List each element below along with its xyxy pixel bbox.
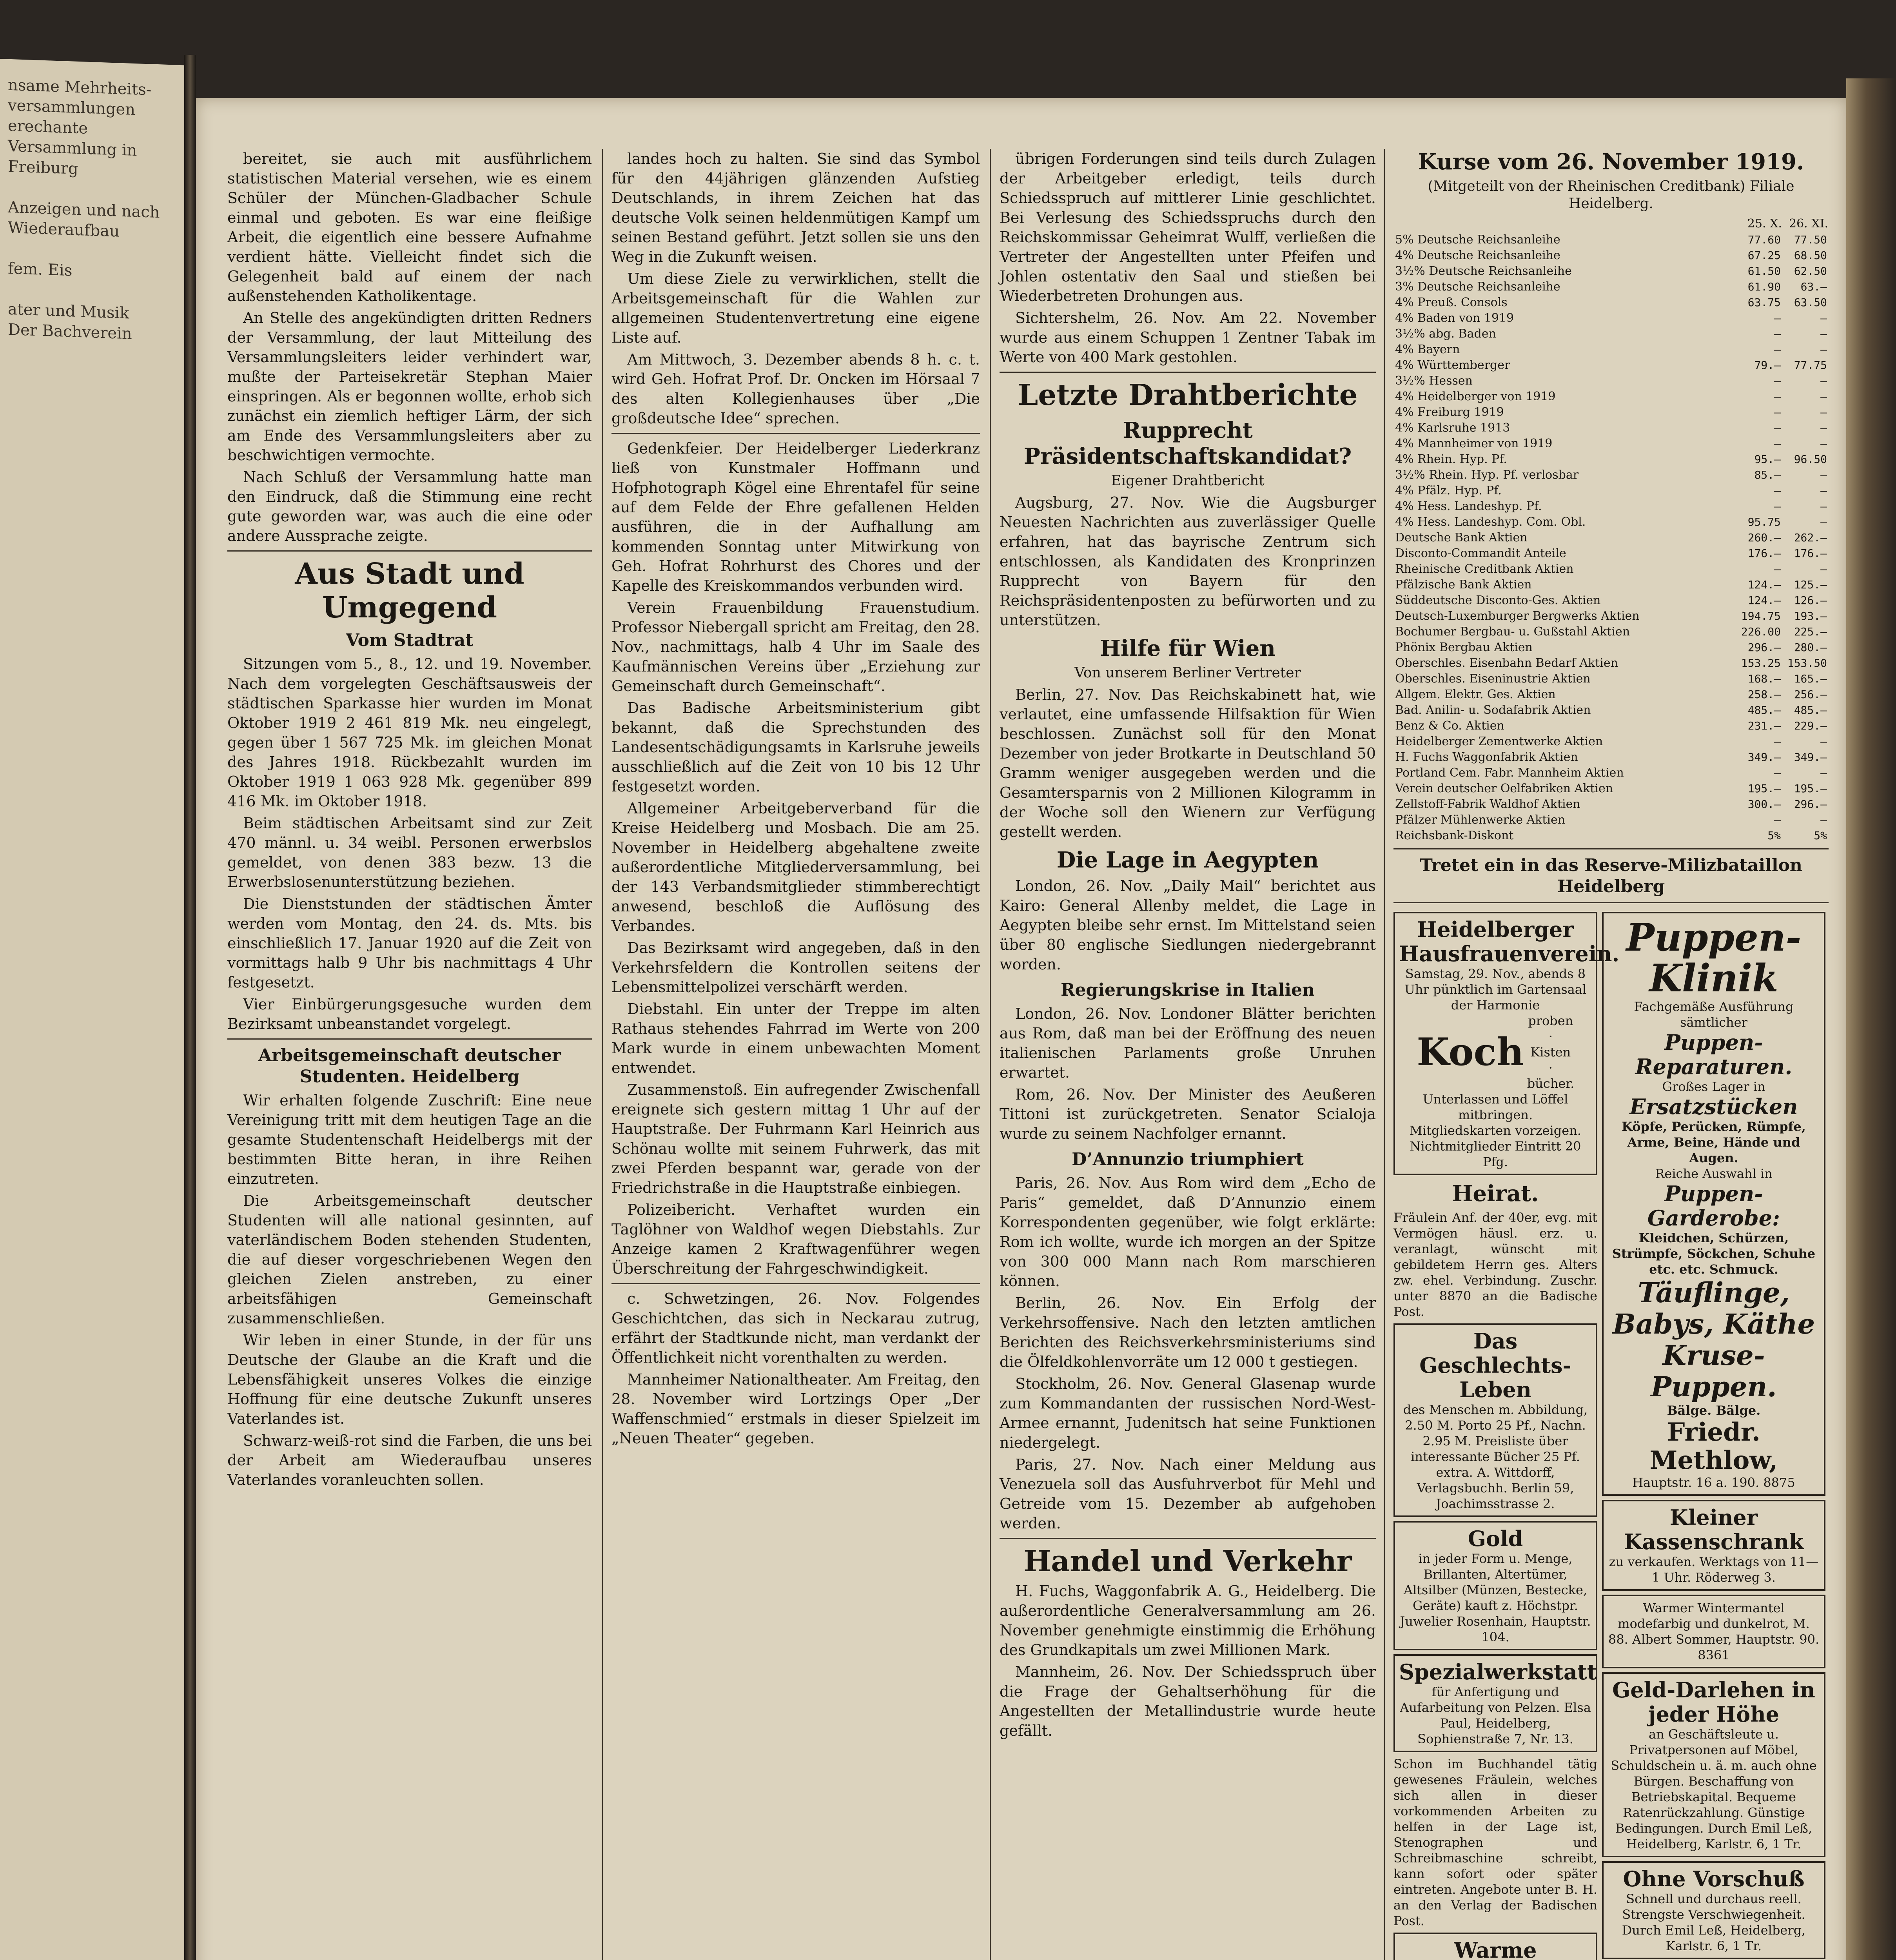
paragraph: H. Fuchs, Waggonfabrik A. G., Heidelberg. Die außerordentliche Generalversammlung am 26. November genehmigte einstimmig die Erhöhung des Grundkapitals um zwei Millionen Mark. bbox=[1000, 1583, 1376, 1659]
ad-wolldecken bbox=[1393, 1933, 1597, 1960]
ad-text: Köpfe, Perücken, Rümpfe, Arme, Beine, Hände und Augen. bbox=[1622, 1119, 1806, 1165]
ad-text: für Anfertigung und Aufarbeitung von Pelzen. Elsa Paul, Heidelberg, Sophienstraße 7, Nr. 13. bbox=[1400, 1684, 1591, 1746]
kurse-row bbox=[1393, 279, 1829, 295]
ad-text: zu verkaufen. Werktags von 11—1 Uhr. Röderweg 3. bbox=[1609, 1554, 1819, 1585]
price-current: — bbox=[1820, 735, 1827, 748]
price-prev: — bbox=[1774, 327, 1781, 340]
price-current: 193.— bbox=[1794, 610, 1827, 622]
price-prev: 85.— bbox=[1754, 468, 1781, 481]
column-4 bbox=[1393, 149, 1829, 1960]
paragraph: bereitet, sie auch mit ausführlichem statistischen Material versehen, wie es einem Schüler der München-Gladbacher Schule einmal und geboten. Es war eine fleißige Arbeit, die eigentlich eine bessere Aufnahme verdient hätte. Vielleicht findet sich die Gelegenheit bald auf einem der nach außenstehenden Katholikentage. bbox=[227, 150, 592, 305]
ad-puppenklinik bbox=[1602, 912, 1825, 1496]
paragraph: Mannheim, 26. Nov. Der Schiedsspruch über die Frage der Gehaltserhöhung für die Angestellten der Metallindustrie wurde heute gefällt. bbox=[1000, 1663, 1376, 1739]
ad-text: Fräulein Anf. der 40er, evg. mit Vermögen häusl. erz. u. veranlagt, wünscht mit gebildetem Herrn ges. Alters zw. ehel. Verbindung. Zuschr. unter 8870 an die Badische Post. bbox=[1393, 1210, 1597, 1319]
article-heading: Rupprecht Präsidentschaftskandidat? bbox=[1023, 417, 1352, 469]
kurse-row bbox=[1393, 342, 1829, 358]
section-heading: Handel und Verkehr bbox=[1023, 1544, 1352, 1578]
paragraph: Rom, 26. Nov. Der Minister des Aeußeren Tittoni ist zurückgetreten. Senator Scialoja wurde zu seinem Nachfolger ernannt. bbox=[1000, 1086, 1376, 1142]
security-name: 4% Freiburg 1919 bbox=[1395, 405, 1504, 419]
price-current: 5% bbox=[1814, 829, 1827, 842]
previous-page-text: nsame Mehrheits- versammlungen erechante Versammlung in Freiburg Anzeigen und nach Wiederaufbau fem. Eis ater und Musik Der Bachverein bbox=[8, 76, 160, 343]
kurse-row bbox=[1393, 263, 1829, 279]
paragraph: Sichtershelm, 26. Nov. Am 22. November wurde aus einem Schuppen 1 Zentner Tabak im Werte von 400 Mark gestohlen. bbox=[1000, 309, 1376, 366]
paragraph: London, 26. Nov. Londoner Blätter berichten aus Rom, daß man bei der Eröffnung des neuen italienischen Parlaments große Unruhen erwartet. bbox=[1000, 1005, 1376, 1081]
kurse-row bbox=[1393, 326, 1829, 342]
ads-right bbox=[1602, 908, 1825, 1960]
kurse-row bbox=[1393, 389, 1829, 405]
kurse-row bbox=[1393, 358, 1829, 373]
kurse-row bbox=[1393, 734, 1829, 750]
price-prev: — bbox=[1774, 484, 1781, 497]
ad-spezialwerkstatt bbox=[1393, 1654, 1597, 1752]
price-prev: 124.— bbox=[1747, 594, 1781, 607]
ad-text: des Menschen m. Abbildung, 2.50 M. Porto 25 Pf., Nachn. 2.95 M. Preisliste über interessante Bücher 25 Pf. extra. A. Wittdorff, Verlagsbuchh. Berlin 59, Joachimsstrasse 2. bbox=[1403, 1402, 1588, 1511]
security-name: 4% Württemberger bbox=[1395, 358, 1510, 372]
kurse-row bbox=[1393, 546, 1829, 561]
price-prev: 226.00 bbox=[1741, 625, 1781, 638]
section-heading: Letzte Drahtberichte bbox=[1018, 378, 1358, 412]
paragraph: übrigen Forderungen sind teils durch Zulagen der Arbeitgeber erledigt, teils durch Schiedsspruch auf mittlerer Linie geschlichtet. Bei Verlesung des Schiedsspruchs durch den Reichskommissar Geheimrat Wulff, verließen die Vertreter der Angestellten unter Pfeifen und Johlen ostentativ den Saal und stießen bei Wiederbetreten Drohungen aus. bbox=[1000, 150, 1376, 305]
price-current: — bbox=[1820, 312, 1827, 325]
ad-text: Puppen-Garderobe: bbox=[1647, 1181, 1780, 1230]
kurse-row bbox=[1393, 781, 1829, 797]
security-name: 4% Karlsruhe 1913 bbox=[1395, 421, 1510, 435]
security-name: 4% Preuß. Consols bbox=[1395, 296, 1508, 309]
security-name: Pfälzer Mühlenwerke Aktien bbox=[1395, 813, 1566, 827]
security-name: Bochumer Bergbau- u. Gußstahl Aktien bbox=[1395, 625, 1630, 639]
kurse-row bbox=[1393, 765, 1829, 781]
divider bbox=[227, 1038, 592, 1040]
price-current: 165.— bbox=[1794, 672, 1827, 685]
article-heading: Hilfe für Wien bbox=[1100, 635, 1275, 661]
kurse-col-header: 26. XI. bbox=[1789, 217, 1828, 230]
kurse-row bbox=[1393, 467, 1829, 483]
ad-geschlechtsleben bbox=[1393, 1323, 1597, 1517]
price-current: 62.50 bbox=[1794, 265, 1827, 278]
security-name: 4% Baden von 1919 bbox=[1395, 311, 1514, 325]
security-name: 4% Mannheimer von 1919 bbox=[1395, 437, 1553, 450]
column-2 bbox=[611, 149, 980, 1450]
ad-text: Großes Lager in bbox=[1662, 1079, 1765, 1094]
security-name: Süddeutsche Disconto-Ges. Aktien bbox=[1395, 593, 1601, 607]
price-current: 296.— bbox=[1794, 798, 1827, 811]
price-prev: — bbox=[1774, 343, 1781, 356]
paragraph: Die Arbeitsgemeinschaft deutscher Studenten will alle national gesinnten, auf vaterländischem Boden stehenden Studenten, die auf dieser vorgeschriebenen Wegen den gleichen Zielen anstreben, zu einer arbeitsfähigen Gemeinschaft zusammenschließen. bbox=[227, 1192, 592, 1327]
price-prev: 124.— bbox=[1747, 578, 1781, 591]
paragraph: London, 26. Nov. „Daily Mail“ berichtet aus Kairo: General Allenby meldet, die Lage in Aegypten bleibe sehr ernst. Im Mittelstand seien über 80 englische Siedlungen niedergebrannt worden. bbox=[1000, 877, 1376, 973]
divider bbox=[611, 1283, 980, 1284]
security-name: Deutsche Bank Aktien bbox=[1395, 531, 1528, 544]
ad-title: Puppen-Klinik bbox=[1626, 915, 1802, 1000]
price-prev: 300.— bbox=[1747, 798, 1781, 811]
price-current: 153.50 bbox=[1787, 657, 1827, 670]
price-current: 77.75 bbox=[1794, 359, 1827, 372]
price-prev: 79.— bbox=[1754, 359, 1781, 372]
section-heading: Aus Stadt und Umgegend bbox=[295, 557, 524, 624]
security-name: 4% Pfälz. Hyp. Pf. bbox=[1395, 484, 1502, 497]
kurse-row bbox=[1393, 797, 1829, 812]
price-current: 176.— bbox=[1794, 547, 1827, 560]
security-name: Oberschles. Eisenbahn Bedarf Aktien bbox=[1395, 656, 1618, 670]
price-current: — bbox=[1820, 343, 1827, 356]
ad-text: Schon im Buchhandel tätig gewesenes Fräulein, welches sich allen in dieser vorkommenden Arbeiten zu helfen in der Lage ist, Stenographen und Schreibmaschine schreibt, kann sofort oder später eintreten. Angebote unter B. H. an den Verlag der Badischen Post. bbox=[1393, 1757, 1597, 1928]
paragraph: landes hoch zu halten. Sie sind das Symbol für den 44jährigen glänzenden Aufstieg Deutschlands, in ihrem Zeichen hat das deutsche Volk seinen heldenmütigen Kampf um seinen Bestand geführt. Jetzt sollen sie uns den Weg in die Zukunft weisen. bbox=[611, 150, 980, 265]
price-prev: 168.— bbox=[1747, 672, 1781, 685]
security-name: Allgem. Elektr. Ges. Aktien bbox=[1395, 688, 1556, 701]
paragraph: Das Bezirksamt wird angegeben, daß in den Verkehrsfeldern die Kontrollen seitens der Lebensmittelpolizei verschärft werden. bbox=[611, 939, 980, 996]
price-current: — bbox=[1820, 500, 1827, 513]
price-current: 77.50 bbox=[1794, 233, 1827, 246]
divider bbox=[1000, 1538, 1376, 1539]
security-name: 3½% Hessen bbox=[1395, 374, 1473, 388]
kurse-row bbox=[1393, 499, 1829, 514]
price-prev: — bbox=[1774, 766, 1781, 779]
security-name: 5% Deutsche Reichsanleihe bbox=[1395, 233, 1560, 247]
price-prev: 95.— bbox=[1754, 453, 1781, 466]
paragraph: Verein Frauenbildung Frauenstudium. Professor Niebergall spricht am Freitag, den 28. Nov., nachmittags, halb 4 Uhr im Saale des Kaufmännischen Vereins über „Erziehung zur Gemeinschaft durch Gemeinschaft“. bbox=[611, 599, 980, 695]
price-prev: 153.25 bbox=[1741, 657, 1781, 670]
kurse-row bbox=[1393, 452, 1829, 467]
ad-text: an Geschäftsleute u. Privatpersonen auf Möbel, Schuldschein u. ä. m. auch ohne Bürgen. Beschaffung von Betriebskapital. Bequeme Ratenrückzahlung. Günstige Bedingungen. Durch Emil Leß, Heidelberg, Karlstr. 6, 1 Tr. bbox=[1611, 1727, 1817, 1851]
paragraph: Wir leben in einer Stunde, in der für uns Deutsche der Glaube an die Kraft und die Lebensfähigkeit unseres Volkes die einzige Hoffnung für eine deutsche Zukunft unseres Vaterlandes ist. bbox=[227, 1332, 592, 1427]
paragraph: Paris, 27. Nov. Nach einer Meldung aus Venezuela soll das Ausfuhrverbot für Mehl und Getreide vom 15. Dezember ab aufgehoben werden. bbox=[1000, 1456, 1376, 1532]
price-current: — bbox=[1820, 390, 1827, 403]
kurse-row bbox=[1393, 702, 1829, 718]
divider bbox=[611, 433, 980, 434]
price-current: 485.— bbox=[1794, 704, 1827, 717]
kurse-row bbox=[1393, 530, 1829, 546]
ad-title: Warme bbox=[1454, 1938, 1537, 1960]
kurse-row bbox=[1393, 483, 1829, 499]
ad-title: Kleiner Kassenschrank bbox=[1624, 1505, 1804, 1554]
price-prev: 61.50 bbox=[1747, 265, 1781, 278]
price-current: — bbox=[1820, 813, 1827, 826]
column-rule bbox=[1384, 149, 1385, 1960]
byline: Von unserem Berliner Vertreter bbox=[1074, 665, 1301, 681]
column-1 bbox=[227, 149, 592, 1492]
price-current: — bbox=[1820, 374, 1827, 387]
paragraph: Am Mittwoch, 3. Dezember abends 8 h. c. t. wird Geh. Hofrat Prof. Dr. Oncken im Hörsaal 7 des alten Kollegienhauses über „Die großdeutsche Idee“ sprechen. bbox=[611, 351, 980, 427]
price-prev: — bbox=[1774, 406, 1781, 419]
kurse-table bbox=[1393, 216, 1829, 844]
kurse-row bbox=[1393, 593, 1829, 608]
column-rule bbox=[990, 149, 991, 1960]
ad-text: Hauptstr. 16 a. 190. 8875 bbox=[1632, 1475, 1795, 1490]
price-prev: — bbox=[1774, 500, 1781, 513]
price-prev: 231.— bbox=[1747, 719, 1781, 732]
kurse-row bbox=[1393, 248, 1829, 263]
price-current: — bbox=[1820, 484, 1827, 497]
paragraph: Zusammenstoß. Ein aufregender Zwischenfall ereignete sich gestern mittag 1 Uhr auf der Hauptstraße. Der Fuhrmann Karl Heinrich aus Schönau wollte mit seinem Fuhrwerk, das mit zwei Pferden bespannt war, gerade von der Friedrichstraße in die Hauptstraße einbiegen. bbox=[611, 1081, 980, 1196]
security-name: Heidelberger Zementwerke Aktien bbox=[1395, 735, 1603, 748]
paragraph: c. Schwetzingen, 26. Nov. Folgendes Geschichtchen, das sich in Neckarau zutrug, erfährt der Stadtkunde nicht, man verdankt der Öffentlichkeit nicht vorenthalten zu werden. bbox=[611, 1290, 980, 1366]
price-prev: 485.— bbox=[1747, 704, 1781, 717]
column-rule bbox=[602, 149, 603, 1960]
security-name: 4% Deutsche Reichsanleihe bbox=[1395, 249, 1560, 262]
kurse-subtitle: (Mitgeteilt von der Rheinischen Creditbank) Filiale Heidelberg. bbox=[1428, 178, 1794, 212]
kurse-row bbox=[1393, 232, 1829, 248]
price-prev: 176.— bbox=[1747, 547, 1781, 560]
price-current: 256.— bbox=[1794, 688, 1827, 701]
kurse-row bbox=[1393, 750, 1829, 765]
paragraph: Schwarz-weiß-rot sind die Farben, die uns bei der Arbeit am Wiederaufbau unseres Vaterlandes voranleuchten sollen. bbox=[227, 1432, 592, 1488]
price-current: 63.50 bbox=[1794, 296, 1827, 309]
security-name: Oberschles. Eiseninustrie Aktien bbox=[1395, 672, 1591, 686]
paragraph: Diebstahl. Ein unter der Treppe im alten Rathaus stehendes Fahrrad im Werte von 200 Mark wurde in einem unbewachten Moment entwendet. bbox=[611, 1000, 980, 1076]
ad-hausfrauenverein bbox=[1393, 912, 1620, 1175]
ad-text: Friedr. Methlow, bbox=[1649, 1417, 1778, 1475]
price-current: 195.— bbox=[1794, 782, 1827, 795]
ad-wintermantel bbox=[1602, 1595, 1825, 1668]
ad-kassenschrank bbox=[1602, 1500, 1825, 1591]
price-prev: — bbox=[1774, 374, 1781, 387]
ad-title: Heidelberger Hausfrauenverein. bbox=[1399, 917, 1620, 966]
price-prev: 260.— bbox=[1747, 531, 1781, 544]
price-prev: 67.25 bbox=[1747, 249, 1781, 262]
security-name: Benz & Co. Aktien bbox=[1395, 719, 1504, 733]
price-prev: — bbox=[1774, 421, 1781, 434]
ad-ohne-vorschuss bbox=[1602, 1861, 1825, 1959]
ad-text: Puppen-Reparaturen. bbox=[1635, 1030, 1793, 1079]
kurse-row bbox=[1393, 671, 1829, 687]
ad-gold bbox=[1393, 1521, 1597, 1650]
ad-text: in jeder Form u. Menge, Brillanten, Altertümer, Altsilber (Münzen, Bestecke, Geräte) kauft z. Höchstpr. Juwelier Rosenhain, Hauptstr. 104. bbox=[1400, 1551, 1591, 1644]
price-current: 280.— bbox=[1794, 641, 1827, 654]
article-heading: D’Annunzio triumphiert bbox=[1072, 1149, 1304, 1169]
paragraph: Mannheimer Nationaltheater. Am Freitag, den 28. November wird Lortzings Oper „Der Waffenschmied“ erstmals in dieser Spielzeit im „Neuen Theater“ gegeben. bbox=[611, 1371, 980, 1447]
kurse-row bbox=[1393, 608, 1829, 624]
ad-text: Unterlassen und Löffel mitbringen. bbox=[1422, 1092, 1568, 1122]
subheading: Vom Stadtrat bbox=[346, 630, 474, 650]
price-current: 225.— bbox=[1794, 625, 1827, 638]
security-name: 3½% abg. Baden bbox=[1395, 327, 1496, 341]
price-current: 63.— bbox=[1800, 280, 1827, 293]
price-prev: — bbox=[1774, 390, 1781, 403]
security-name: 3½% Rhein. Hyp. Pf. verlosbar bbox=[1395, 468, 1579, 482]
kurse-row bbox=[1393, 295, 1829, 310]
paragraph: An Stelle des angekündigten dritten Redners der Versammlung, der laut Mitteilung des Versammlungsleiters leider verhindert war, mußte der Parteisekretär Stephan Maier einspringen. Als er begonnen wollte, erhob sich zunächst ein ziemlich heftiger Lärm, der sich am Ende des Versammlungsleiters aber zu beschwichtigen vermochte. bbox=[227, 309, 592, 464]
divider bbox=[1393, 902, 1829, 903]
kurse-row bbox=[1393, 624, 1829, 640]
kurse-row bbox=[1393, 373, 1829, 389]
price-current: — bbox=[1820, 766, 1827, 779]
kurse-title: Kurse vom 26. November 1919. bbox=[1418, 149, 1804, 175]
paragraph: Allgemeiner Arbeitgeberverband für die Kreise Heidelberg und Mosbach. Die am 25. November in Heidelberg abgehaltene zweite außerordentliche Mitgliederversammlung, bei der 143 Verbandsmitglieder stimmberechtigt anwesend, beschloß die Auflösung des Verbandes. bbox=[611, 800, 980, 935]
kurse-row bbox=[1393, 310, 1829, 326]
paragraph: Paris, 26. Nov. Aus Rom wird dem „Echo de Paris“ gemeldet, daß D’Annunzio einem Korrespondenten gegenüber, wie folgt erklärte: Rom ich wollte, wurde ich morgen an der Spitze von 300 000 Mann nach Rom marschieren können. bbox=[1000, 1174, 1376, 1290]
price-prev: 195.— bbox=[1747, 782, 1781, 795]
price-prev: 77.60 bbox=[1747, 233, 1781, 246]
security-name: 4% Heidelberger von 1919 bbox=[1395, 390, 1556, 403]
ad-text: Samstag, 29. Nov., abends 8 Uhr pünktlich im Gartensaal der Harmonie bbox=[1404, 966, 1587, 1013]
article-heading: Regierungskrise in Italien bbox=[1060, 980, 1315, 1000]
ad-text: proben · Kisten · bücher. bbox=[1527, 1013, 1575, 1091]
price-prev: 63.75 bbox=[1747, 296, 1781, 309]
ad-text: Ersatzstücken bbox=[1629, 1094, 1798, 1119]
price-prev: — bbox=[1774, 312, 1781, 325]
paragraph: Berlin, 27. Nov. Das Reichskabinett hat, wie verlautet, eine umfassende Hilfsaktion für Wien beschlossen. Zunächst soll für den Monat Dezember von jeder Brotkarte in Deutschland 50 Gramm weniger ausgegeben werden und die Gesamtersparnis von 2 Millionen Kilogramm in der Woche soll den Wienern zur Verfügung gestellt werden. bbox=[1000, 686, 1376, 840]
ad-text: Täuflinge, Babys, Käthe Kruse-Puppen. bbox=[1612, 1276, 1815, 1403]
security-name: Pfälzische Bank Aktien bbox=[1395, 578, 1532, 592]
price-prev: — bbox=[1774, 735, 1781, 748]
paragraph: Beim städtischen Arbeitsamt sind zur Zeit 470 männl. u. 34 weibl. Personen erwerbslos gemeldet, von denen 383 bezw. 13 die Erwerbslosenunterstützung beziehen. bbox=[227, 815, 592, 891]
price-current: 68.50 bbox=[1794, 249, 1827, 262]
price-current: 262.— bbox=[1794, 531, 1827, 544]
ad-title: Ohne Vorschuß bbox=[1623, 1866, 1805, 1891]
ad-title: Das Geschlechts-Leben bbox=[1419, 1328, 1571, 1402]
kurse-row bbox=[1393, 655, 1829, 671]
ad-geld-darlehen bbox=[1602, 1672, 1825, 1857]
kurse-row bbox=[1393, 420, 1829, 436]
security-name: Verein deutscher Oelfabriken Aktien bbox=[1395, 782, 1613, 795]
security-name: Zellstoff-Fabrik Waldhof Aktien bbox=[1395, 797, 1580, 811]
security-name: 3½% Deutsche Reichsanleihe bbox=[1395, 264, 1572, 278]
security-name: Deutsch-Luxemburger Bergwerks Aktien bbox=[1395, 609, 1640, 623]
paragraph: Polizeibericht. Verhaftet wurden ein Taglöhner von Waldhof wegen Diebstahls. Zur Anzeige kamen 2 Kraftwagenführer wegen Überschreitung der Fahrgeschwindigkeit. bbox=[611, 1201, 980, 1277]
price-current: 96.50 bbox=[1794, 453, 1827, 466]
page-stack-edge bbox=[1846, 78, 1896, 1960]
ad-text: Schnell und durchaus reell. Strengste Verschwiegenheit. Durch Emil Leß, Heidelberg, Karlstr. 6, 1 Tr. bbox=[1622, 1891, 1806, 1953]
security-name: 3% Deutsche Reichsanleihe bbox=[1395, 280, 1560, 294]
price-prev: 296.— bbox=[1747, 641, 1781, 654]
byline: Eigener Drahtbericht bbox=[1111, 473, 1265, 489]
kurse-row bbox=[1393, 405, 1829, 420]
security-name: 4% Hess. Landeshyp. Com. Obl. bbox=[1395, 515, 1586, 529]
paragraph: Gedenkfeier. Der Heidelberger Liederkranz ließ von Kunstmaler Hoffmann und Hofphotograph Kögel eine Ehrentafel für seine auf dem Felde der Ehre gefallenen Helden ausführen, die in der Aufhallung am kommenden Sonntag unter Mitwirkung von Geh. Hofrat Rohrhurst des Chores und der Kapelle des Kreiskommandos verbunden wird. bbox=[611, 440, 980, 594]
security-name: 4% Bayern bbox=[1395, 343, 1460, 356]
price-prev: 194.75 bbox=[1741, 610, 1781, 622]
paragraph: Vier Einbürgerungsgesuche wurden dem Bezirksamt unbeanstandet vorgelegt. bbox=[227, 996, 592, 1033]
security-name: H. Fuchs Waggonfabrik Aktien bbox=[1395, 750, 1578, 764]
ad-koch: Koch bbox=[1417, 1030, 1524, 1074]
paragraph: Sitzungen vom 5., 8., 12. und 19. November. Nach dem vorgelegten Geschäftsausweis der städtischen Sparkasse hier wurden im Monat Oktober 1919 2 461 819 Mk. neu eingelegt, gegen über 1 567 725 Mk. im gleichen Monat des Jahres 1918. Rückbezahlt wurden im Oktober 1919 1 063 928 Mk. gegenüber 899 416 Mk. im Oktober 1918. bbox=[227, 655, 592, 810]
kurse-row bbox=[1393, 640, 1829, 655]
reserve-heading: Tretet ein in das Reserve-Milizbataillon Heidelberg bbox=[1420, 855, 1802, 897]
paragraph: Das Badische Arbeitsministerium gibt bekannt, daß die Sprechstunden des Landesentschädigungsamts in Karlsruhe jeweils ausschließlich auf die Zeit von 10 bis 12 Uhr festgesetzt worden. bbox=[611, 699, 980, 795]
price-current: — bbox=[1820, 327, 1827, 340]
kurse-row bbox=[1393, 687, 1829, 702]
security-name: 4% Hess. Landeshyp. Pf. bbox=[1395, 499, 1542, 513]
security-name: Portland Cem. Fabr. Mannheim Aktien bbox=[1395, 766, 1624, 780]
price-current: — bbox=[1820, 437, 1827, 450]
price-current: — bbox=[1820, 468, 1827, 481]
newspaper-page bbox=[196, 98, 1846, 1960]
price-current: 349.— bbox=[1794, 751, 1827, 764]
price-prev: 258.— bbox=[1747, 688, 1781, 701]
security-name: 4% Rhein. Hyp. Pf. bbox=[1395, 452, 1507, 466]
paragraph: Berlin, 26. Nov. Ein Erfolg der Verkehrsoffensive. Nach den letzten amtlichen Berichten des Reichsverkehrsministeriums sind die Ölfeldkohlenvorräte um 12 000 t gestiegen. bbox=[1000, 1294, 1376, 1370]
previous-page-edge bbox=[0, 59, 184, 1960]
security-name: Phönix Bergbau Aktien bbox=[1395, 641, 1533, 654]
price-current: — bbox=[1820, 406, 1827, 419]
ad-text: Reiche Auswahl in bbox=[1655, 1166, 1773, 1181]
kurse-col-header: 25. X. bbox=[1747, 217, 1782, 230]
price-current: 229.— bbox=[1794, 719, 1827, 732]
kurse-row bbox=[1393, 577, 1829, 593]
price-prev: — bbox=[1774, 813, 1781, 826]
ad-text: Mitgliedskarten vorzeigen. Nichtmitglieder Eintritt 20 Pfg. bbox=[1410, 1123, 1581, 1169]
price-prev: 61.90 bbox=[1747, 280, 1781, 293]
ad-title: Spezialwerkstatt bbox=[1399, 1659, 1597, 1684]
security-name: Reichsbank-Diskont bbox=[1395, 829, 1514, 842]
price-current: 125.— bbox=[1794, 578, 1827, 591]
price-prev: — bbox=[1774, 563, 1781, 575]
column-3 bbox=[1000, 149, 1376, 1743]
ad-title: Geld-Darlehen in jeder Höhe bbox=[1612, 1677, 1815, 1727]
divider bbox=[1393, 848, 1829, 849]
security-name: Bad. Anilin- u. Sodafabrik Aktien bbox=[1395, 703, 1591, 717]
price-prev: — bbox=[1774, 437, 1781, 450]
article-heading: Arbeitsgemeinschaft deutscher Studenten. Heidelberg bbox=[258, 1045, 561, 1087]
price-current: — bbox=[1820, 421, 1827, 434]
paragraph: Die Dienststunden der städtischen Ämter werden vom Montag, den 24. ds. Mts. bis einschließlich 17. Januar 1920 auf die Zeit von vormittags halb 9 Uhr bis nachmittags 4 Uhr festgesetzt. bbox=[227, 895, 592, 991]
paragraph: Nach Schluß der Versammlung hatte man den Eindruck, daß die Stimmung eine recht gute geworden war, was auch die eine oder andere Aussprache zeigte. bbox=[227, 468, 592, 544]
ad-text: Bälge. Bälge. bbox=[1667, 1403, 1761, 1418]
price-current: 126.— bbox=[1794, 594, 1827, 607]
kurse-row bbox=[1393, 718, 1829, 734]
paragraph: Augsburg, 27. Nov. Wie die Augsburger Neuesten Nachrichten aus zuverlässiger Quelle erfahren, hat das bayrische Zentrum sich entschlossen, als Kandidaten des Kronprinzen Rupprecht von Bayern für den Reichspräsidentenposten zu befürworten und zu unterstützen. bbox=[1000, 494, 1376, 629]
divider bbox=[1000, 372, 1376, 373]
price-prev: 5% bbox=[1767, 829, 1781, 842]
kurse-row bbox=[1393, 828, 1829, 844]
ad-text: Kleidchen, Schürzen, Strümpfe, Söckchen, Schuhe etc. etc. Schmuck. bbox=[1612, 1230, 1816, 1277]
kurse-row bbox=[1393, 561, 1829, 577]
price-current: — bbox=[1820, 563, 1827, 575]
ads-left bbox=[1393, 908, 1620, 1960]
ad-text: Fachgemäße Ausführung sämtlicher bbox=[1634, 999, 1794, 1030]
security-name: Disconto-Commandit Anteile bbox=[1395, 546, 1566, 560]
ad-title: Gold bbox=[1468, 1526, 1523, 1551]
paragraph: Stockholm, 26. Nov. General Glasenap wurde zum Kommandanten der russischen Nord-West-Armee ernannt, Judenitsch hat seine Funktionen niedergelegt. bbox=[1000, 1375, 1376, 1451]
divider bbox=[227, 550, 592, 552]
price-prev: 95.75 bbox=[1747, 515, 1781, 528]
price-current: — bbox=[1820, 515, 1827, 528]
price-prev: 349.— bbox=[1747, 751, 1781, 764]
kurse-row bbox=[1393, 812, 1829, 828]
article-heading: Die Lage in Aegypten bbox=[1056, 847, 1319, 873]
ad-title: Heirat. bbox=[1452, 1181, 1539, 1207]
paragraph: Um diese Ziele zu verwirklichen, stellt die Arbeitsgemeinschaft für die Wahlen zur allgemeinen Studentenvertretung eine eigene Liste auf. bbox=[611, 270, 980, 346]
kurse-row bbox=[1393, 436, 1829, 452]
kurse-row bbox=[1393, 514, 1829, 530]
book-spine bbox=[184, 55, 196, 1960]
ad-text: Warmer Wintermantel modefarbig und dunkelrot, M. 88. Albert Sommer, Hauptstr. 90. 8361 bbox=[1608, 1601, 1820, 1662]
security-name: Rheinische Creditbank Aktien bbox=[1395, 562, 1574, 576]
paragraph: Wir erhalten folgende Zuschrift: Eine neue Vereinigung tritt mit dem heutigen Tage an die gesamte Studentenschaft Heidelbergs mit der bestimmten Bitte heran, in ihre Reihen einzutreten. bbox=[227, 1092, 592, 1187]
